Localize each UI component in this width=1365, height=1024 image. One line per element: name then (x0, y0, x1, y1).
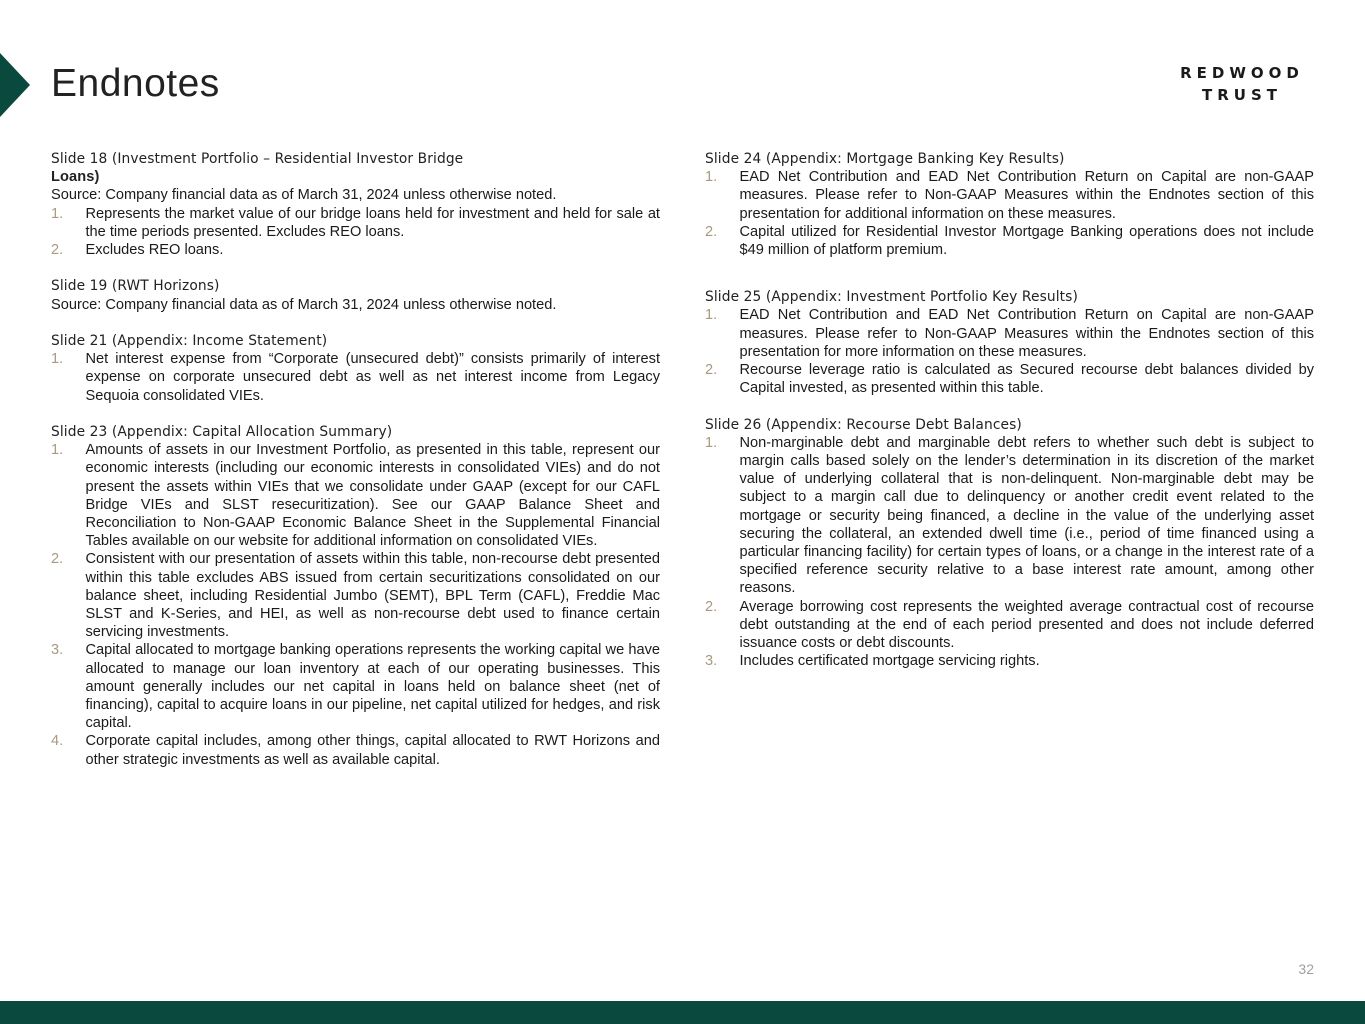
note-item (705, 168, 1314, 223)
section-heading (51, 150, 660, 186)
note-number: 1. (705, 169, 718, 186)
note-item (51, 205, 660, 241)
note-text: Net interest expense from “Corporate (unsecured debt)” consists primarily of interest expense on corporate unsecured debt as well as net interest income from Legacy Sequoia consolidated VIEs. (85, 351, 660, 404)
note-number: 1. (705, 434, 718, 451)
note-text: Corporate capital includes, among other things, capital allocated to RWT Horizons and other strategic investments as well as available capital. (85, 733, 660, 768)
title-accent-triangle (0, 53, 30, 117)
note-number: 3. (51, 642, 64, 659)
note-list (51, 441, 660, 769)
page-number: 32 (1298, 961, 1314, 977)
note-text: Includes certificated mortgage servicing rights. (739, 653, 1040, 670)
page-title: Endnotes (51, 62, 220, 105)
source-note: Source: Company financial data as of March 31, 2024 unless otherwise noted. (51, 296, 557, 313)
section-heading: Slide 24 (Appendix: Mortgage Banking Key Results) (705, 151, 1065, 167)
note-item (705, 306, 1314, 361)
section-slide-23 (51, 423, 660, 769)
note-number: 4. (51, 733, 64, 750)
note-item (705, 652, 1314, 670)
note-text: Non-marginable debt and marginable debt refers to whether such debt is subject to margin calls based solely on the lender’s determination in its discretion of the market value of underlying collateral that is non-delinquent. Non-marginable debt may be subject to a margin call due to delinquency or another credit event related to the mortgage or security being financed, a decline in the value of the underlying asset securing the collateral, an extended dwell time (i.e., period of time financed using a particular financing facility) for certain types of loans, or a change in the interest rate of a specified reference security relative to a base interest rate amount, among other reasons. (739, 434, 1314, 597)
source-note: Source: Company financial data as of March 31, 2024 unless otherwise noted. (51, 187, 557, 204)
note-item (51, 641, 660, 732)
note-text: Recourse leverage ratio is calculated as Secured recourse debt balances divided by Capital invested, as presented within this table. (739, 362, 1314, 397)
note-item (51, 241, 660, 259)
section-slide-24 (705, 150, 1314, 259)
section-heading: Slide 19 (RWT Horizons) (51, 278, 220, 295)
note-item (705, 434, 1314, 598)
note-text: EAD Net Contribution and EAD Net Contribution Return on Capital are non-GAAP measures. Please refer to Non-GAAP Measures within the Endnotes section of this presentation for additional information on these measures. (739, 169, 1314, 222)
section-heading: Slide 25 (Appendix: Investment Portfolio Key Results) (705, 289, 1078, 306)
note-item (705, 223, 1314, 259)
note-text: EAD Net Contribution and EAD Net Contribution Return on Capital are non-GAAP measures. Please refer to Non-GAAP Measures within the Endnotes section of this presentation for more information on these measures. (739, 307, 1314, 360)
note-number: 1. (705, 307, 718, 324)
right-column (705, 150, 1314, 670)
note-text: Capital utilized for Residential Investor Mortgage Banking operations does not include $49 million of platform premium. (739, 223, 1314, 259)
note-item (705, 598, 1314, 653)
section-slide-25 (705, 288, 1314, 397)
section-slide-26 (705, 416, 1314, 671)
section-slide-21 (51, 332, 660, 405)
note-number: 1. (51, 351, 64, 368)
note-number: 2. (705, 223, 718, 240)
note-list (51, 205, 660, 260)
note-text: Amounts of assets in our Investment Portfolio, as presented in this table, represent our economic interests (including our economic interests in consolidated VIEs) and do not present the assets within VIEs that we consolidate under GAAP (except for our CAFL Bridge VIEs and SLST resecuritization). See our GAAP Balance Sheet and Reconciliation to Non-GAAP Economic Balance Sheet in the Supplemental Financial Tables available on our website for additional information on consolidated VIEs. (85, 442, 660, 550)
section-heading: Slide 21 (Appendix: Income Statement) (51, 333, 328, 349)
footer-bar (0, 1001, 1365, 1024)
logo-line-1: REDWOOD (1180, 64, 1304, 82)
section-slide-19 (51, 277, 660, 313)
note-list (705, 434, 1314, 671)
note-list (705, 168, 1314, 259)
section-heading: Slide 26 (Appendix: Recourse Debt Balances) (705, 416, 1022, 433)
note-item (51, 350, 660, 405)
note-number: 2. (705, 362, 718, 379)
note-text: Excludes REO loans. (85, 242, 224, 259)
note-item (51, 550, 660, 641)
section-heading: Slide 23 (Appendix: Capital Allocation Summary) (51, 424, 393, 440)
note-item (51, 441, 660, 550)
section-heading-bold: Loans) (51, 169, 100, 186)
logo-line-2: TRUST (1202, 86, 1282, 104)
note-text: Capital allocated to mortgage banking operations represents the working capital we have allocated to manage our loan inventory at each of our operating businesses. This amount generally includes our net capital in loans held on balance sheet (net of financing), capital to acquire loans in our pipeline, net capital utilized for hedges, and risk capital. (85, 642, 660, 732)
note-number: 1. (51, 205, 64, 222)
note-number: 2. (51, 242, 64, 259)
note-item (705, 361, 1314, 397)
section-slide-18 (51, 150, 660, 259)
left-column (51, 150, 660, 769)
note-text: Average borrowing cost represents the weighted average contractual cost of recourse debt outstanding at the end of each period presented and does not include deferred issuance costs or debt discounts. (739, 598, 1314, 652)
note-list (51, 350, 660, 405)
note-text: Consistent with our presentation of assets within this table, non-recourse debt presented within this table excludes ABS issued from certain securitizations consolidated on our balance sheet, including Residential Jumbo (SEMT), BPL Term (CAFL), Freddie Mac SLST and K-Series, and HEI, as well as non-recourse debt used to finance certain servicing investments. (85, 551, 660, 641)
note-number: 3. (705, 653, 718, 670)
note-number: 2. (51, 551, 64, 568)
note-number: 1. (51, 442, 64, 459)
note-text: Represents the market value of our bridge loans held for investment and held for sale at the time periods presented. Excludes REO loans. (85, 205, 660, 240)
redwood-trust-logo (1167, 62, 1317, 106)
note-item (51, 732, 660, 768)
note-list (705, 306, 1314, 397)
section-heading-text: Slide 18 (Investment Portfolio – Residential Investor Bridge (51, 151, 464, 167)
note-number: 2. (705, 598, 718, 615)
